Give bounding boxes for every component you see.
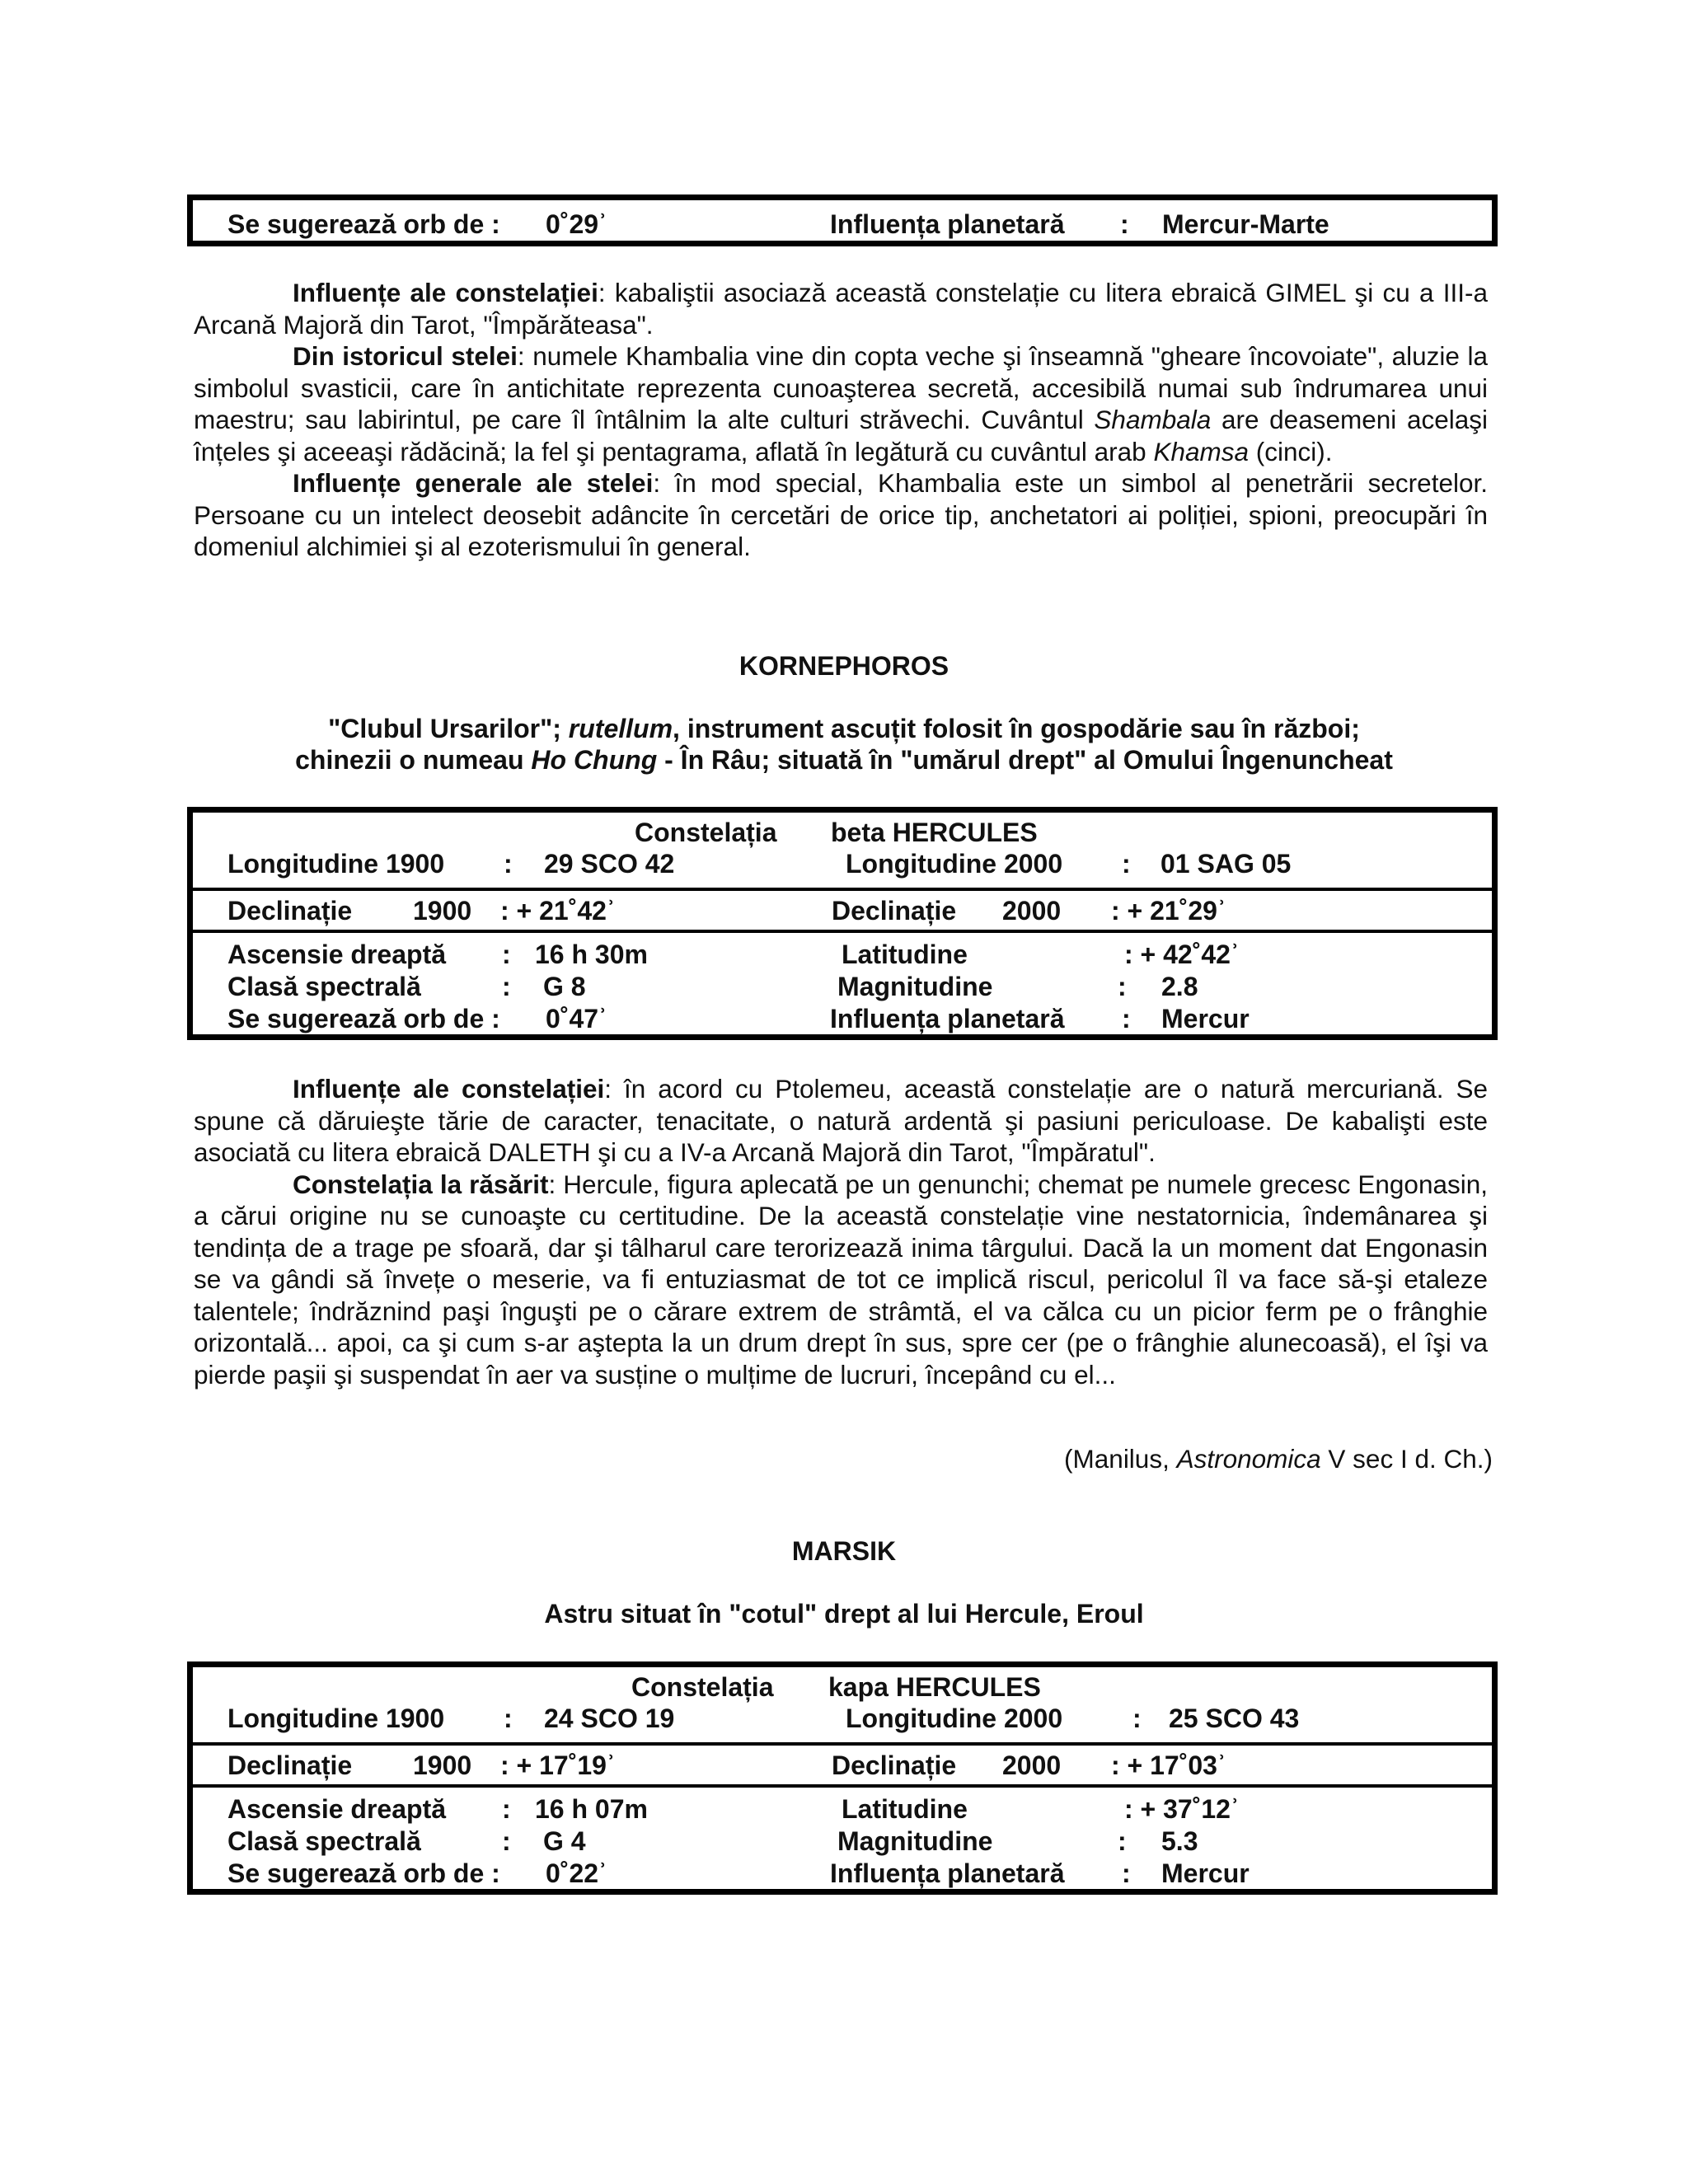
influence-sep: :: [1122, 1004, 1131, 1033]
magnitude-sep: :: [1118, 972, 1127, 1001]
latitude-value: : + 42˚42ʾ: [1124, 940, 1240, 969]
declination-row: [193, 894, 1492, 927]
top-data-box: [187, 194, 1498, 246]
kornephoros-data-box: [187, 807, 1498, 1040]
ascension-value: 16 h 07m: [535, 1794, 648, 1824]
declination-2000-year: 2000: [1002, 1750, 1062, 1780]
declination-2000-value: : + 17˚03ʾ: [1111, 1750, 1226, 1780]
spectral-sep: :: [502, 972, 511, 1001]
constellation-row: [193, 1671, 1492, 1704]
citation: (Manilus, Astronomica V sec I d. Ch.): [1064, 1444, 1493, 1474]
declination-1900-year: 1900: [413, 896, 472, 926]
longitude-1900-label: Longitudine 1900: [227, 1704, 445, 1733]
magnitude-label: Magnitudine: [837, 1826, 993, 1856]
ascension-value: 16 h 30m: [535, 940, 648, 969]
orb-label: Se sugerează orb de :: [227, 1858, 500, 1888]
kornephoros-title: KORNEPHOROS: [738, 651, 950, 681]
declination-1900-label: Declinație: [227, 1750, 353, 1780]
declination-1900-label: Declinație: [227, 896, 353, 926]
longitude-2000-label: Longitudine 2000: [846, 849, 1063, 879]
longitude-2000-label: Longitudine 2000: [846, 1704, 1063, 1733]
spectral-row: [193, 1825, 1492, 1858]
orb-label: Se sugerează orb de :: [227, 1004, 500, 1033]
orb-row: [193, 208, 1492, 241]
declination-1900-value: : + 21˚42ʾ: [500, 896, 616, 926]
paragraph: Constelația la răsărit: Hercule, figura aplecată pe un genunchi; chemat pe numele grecesc Engonasin, a cărui origine nu se cunoaşte cu certitudine. De la această constelație vine nestatornicia, îndemânarea şi tendința de a trage pe sfoară, dar şi tâlharul care terorizează inima târgului. Dacă la un moment dat Engonasin se va gândi să învețe o meserie, va fi entuziasmat de tot ce implică riscul, pericolul îl va face să-şi etaleze talentele; îndrăznind paşi înguşti pe o cărare extrem de strâmtă, el va călca cu un picior ferm pe o frânghie orizontală... apoi, ca şi cum s-ar aştepta la un drum drept în sus, spre cer (pe o frânghie alunecoasă), el îşi va pierde paşii şi suspendat în aer va susține o mulțime de lucruri, începând cu el...: [194, 1169, 1488, 1390]
influence-label: Influența planetară: [830, 209, 1065, 239]
paragraph: Influențe ale constelației: kabaliştii asociază această constelație cu litera ebraică GIMEL şi cu a III-a Arcană Majoră din Tarot, "Împărăteasa".: [194, 278, 1488, 340]
spectral-value: G 4: [543, 1826, 586, 1856]
spectral-label: Clasă spectrală: [227, 1826, 421, 1856]
orb-value: 0˚29ʾ: [546, 209, 607, 239]
kornephoros-text: [194, 1073, 1488, 1390]
influence-value: Mercur-Marte: [1162, 209, 1329, 239]
khambalia-text: [194, 277, 1488, 563]
magnitude-value: 2.8: [1161, 972, 1198, 1001]
longitude-row: [193, 847, 1492, 880]
ascension-row: [193, 938, 1492, 971]
declination-1900-year: 1900: [413, 1750, 472, 1780]
ascension-sep: :: [502, 1794, 511, 1824]
influence-value: Mercur: [1161, 1858, 1250, 1888]
spectral-label: Clasă spectrală: [227, 972, 421, 1001]
marsik-data-box: [187, 1661, 1498, 1895]
latitude-label: Latitudine: [842, 940, 968, 969]
declination-2000-label: Declinație: [832, 896, 957, 926]
box-section-longitude: [193, 813, 1492, 888]
orb-row: [193, 1857, 1492, 1890]
spectral-value: G 8: [543, 972, 586, 1001]
influence-label: Influența planetară: [830, 1004, 1065, 1033]
marsik-title: MARSIK: [791, 1536, 897, 1566]
kornephoros-subtitle-1: "Clubul Ursarilor"; rutellum, instrument ascuțit folosit în gospodărie sau în război;: [328, 714, 1360, 743]
magnitude-sep: :: [1118, 1826, 1127, 1856]
magnitude-value: 5.3: [1161, 1826, 1198, 1856]
longitude-1900-sep: :: [504, 1704, 513, 1733]
influence-label: Influența planetară: [830, 1858, 1065, 1888]
box-section-declination: [193, 888, 1492, 930]
longitude-2000-sep: :: [1122, 849, 1131, 879]
spectral-row: [193, 970, 1492, 1003]
declination-row: [193, 1749, 1492, 1782]
spectral-sep: :: [502, 1826, 511, 1856]
marsik-subtitle: Astru situat în "cotul" drept al lui Hercule, Eroul: [544, 1599, 1144, 1629]
influence-value: Mercur: [1161, 1004, 1250, 1033]
influence-sep: :: [1122, 1858, 1131, 1888]
constellation-row: [193, 816, 1492, 849]
declination-2000-label: Declinație: [832, 1750, 957, 1780]
longitude-1900-label: Longitudine 1900: [227, 849, 445, 879]
constellation-label: Constelația: [631, 1672, 774, 1702]
longitude-1900-value: 29 SCO 42: [544, 849, 675, 879]
box-section-details: [193, 930, 1492, 1034]
box-section-details: [193, 1784, 1492, 1889]
longitude-2000-value: 01 SAG 05: [1160, 849, 1292, 879]
constellation-value: kapa HERCULES: [828, 1672, 1041, 1702]
longitude-1900-value: 24 SCO 19: [544, 1704, 675, 1733]
constellation-value: beta HERCULES: [831, 818, 1038, 847]
longitude-2000-value: 25 SCO 43: [1169, 1704, 1300, 1733]
declination-1900-value: : + 17˚19ʾ: [500, 1750, 616, 1780]
paragraph: Influențe generale ale stelei: în mod special, Khambalia este un simbol al penetrării secretelor. Persoane cu un intelect deosebit adâncite în cercetări de orice tip, anchetatori ai poliției, spioni, preocupări în domeniul alchimiei şi al ezoterismului în general.: [194, 468, 1488, 561]
orb-row: [193, 1002, 1492, 1035]
paragraph: Din istoricul stelei: numele Khambalia vine din copta veche şi înseamnă "gheare încovoiate", aluzie la simbolul svasticii, care în antichitate reprezenta cunoaşterea secretă, accesibilă numai sub îndrumarea unui maestru; sau labirintul, pe care îl întâlnim la alte culturi străvechi. Cuvântul Shambala are deasemeni acelaşi înțeles şi aceeaşi rădăcină; la fel şi pentagrama, aflată în legătură cu cuvântul arab Khamsa (cinci).: [194, 341, 1488, 466]
kornephoros-subtitle-2: chinezii o numeau Ho Chung - În Râu; situată în "umărul drept" al Omului Îngenuncheat: [295, 745, 1393, 775]
paragraph: Influențe ale constelației: în acord cu Ptolemeu, această constelație are o natură mercuriană. Se spune că dăruieşte tărie de caracter, tenacitate, o natură ardentă şi pasiuni periculoase. De kabalişti este asociată cu litera ebraică DALETH şi cu a IV-a Arcană Majoră din Tarot, "Împăratul".: [194, 1074, 1488, 1167]
declination-2000-value: : + 21˚29ʾ: [1111, 896, 1226, 926]
ascension-label: Ascensie dreaptă: [227, 940, 447, 969]
longitude-1900-sep: :: [504, 849, 513, 879]
orb-value: 0˚47ʾ: [546, 1004, 607, 1033]
ascension-row: [193, 1793, 1492, 1825]
longitude-2000-sep: :: [1132, 1704, 1142, 1733]
box-section-declination: [193, 1742, 1492, 1784]
ascension-sep: :: [502, 940, 511, 969]
orb-value: 0˚22ʾ: [546, 1858, 607, 1888]
constellation-label: Constelația: [635, 818, 777, 847]
latitude-label: Latitudine: [842, 1794, 968, 1824]
influence-sep: :: [1120, 209, 1129, 239]
latitude-value: : + 37˚12ʾ: [1124, 1794, 1240, 1824]
longitude-row: [193, 1702, 1492, 1735]
declination-2000-year: 2000: [1002, 896, 1062, 926]
box-section-longitude: [193, 1667, 1492, 1742]
orb-label: Se sugerează orb de :: [227, 209, 500, 239]
magnitude-label: Magnitudine: [837, 972, 993, 1001]
ascension-label: Ascensie dreaptă: [227, 1794, 447, 1824]
